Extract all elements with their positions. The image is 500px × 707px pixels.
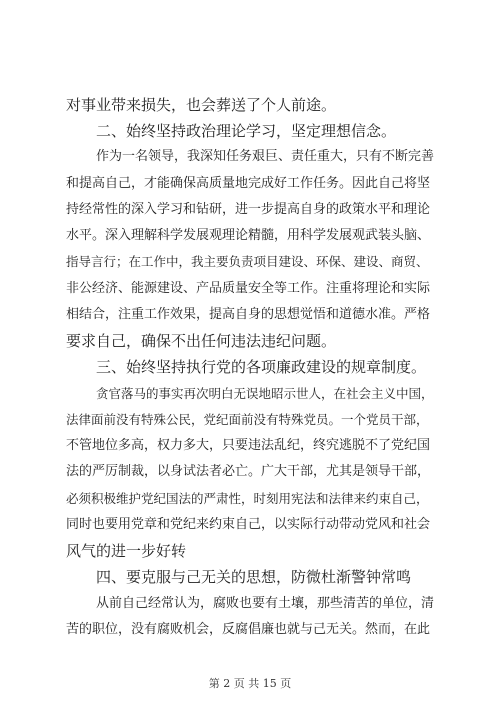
- section-heading: 三、始终坚持执行党的各项廉政建设的规章制度。: [96, 358, 427, 376]
- section-heading: 四、要克服与己无关的思想，防微杜渐警钟常鸣: [96, 568, 412, 586]
- paragraph-line: 对事业带来损失，也会葬送了个人前途。: [66, 96, 337, 114]
- paragraph-line: 非公经济、能源建设、产品质量安全等工作。注重将理论和实际: [66, 281, 431, 296]
- page-footer: 第 2 页 共 15 页: [208, 677, 292, 690]
- paragraph-line: 相结合，注重工作效果，提高自身的思想觉悟和道德水准。严格: [66, 307, 431, 322]
- section-heading: 二、始终坚持政治理论学习，坚定理想信念。: [96, 122, 397, 140]
- paragraph-line: 必须积极维护党纪国法的严肃性，时刻用宪法和法律来约束自己，: [66, 491, 429, 506]
- paragraph-line: 要求自己，确保不出任何违法违纪问题。: [66, 332, 337, 350]
- paragraph-line: 同时也要用党章和党纪来约束自己，以实际行动带动党风和社会: [66, 517, 431, 532]
- paragraph-line: 苦的职位，没有腐败机会，反腐倡廉也就与己无关。然而，在此: [66, 622, 431, 637]
- paragraph-line: 和提高自己，才能确保高质量地完成好工作任务。因此自己将坚: [66, 176, 431, 191]
- paragraph-line: 法的严厉制裁，以身试法者必亡。广大干部，尤其是领导干部，: [66, 464, 431, 479]
- paragraph-line: 从前自己经常认为，腐败也要有土壤，那些清苦的单位，清: [96, 596, 435, 611]
- paragraph-line: 水平。深入理解科学发展观理论精髓，用科学发展观武装头脑、: [66, 228, 431, 243]
- paragraph-line: 指导言行；在工作中，我主要负责项目建设、环保、建设、商贸、: [66, 254, 429, 269]
- paragraph-line: 持经常性的深入学习和钻研，进一步提高自身的政策水平和理论: [66, 202, 431, 217]
- paragraph-line: 风气的进一步好转: [66, 542, 187, 560]
- paragraph-line: 作为一名领导，我深知任务艰巨、责任重大，只有不断完善: [96, 149, 435, 164]
- paragraph-line: 法律面前没有特殊公民，党纪面前没有特殊党员。一个党员干部，: [66, 412, 429, 427]
- paragraph-line: 贪官落马的事实再次明白无误地昭示世人，在社会主义中国，: [96, 386, 434, 401]
- paragraph-line: 不管地位多高，权力多大，只要违法乱纪，终究逃脱不了党纪国: [66, 438, 431, 453]
